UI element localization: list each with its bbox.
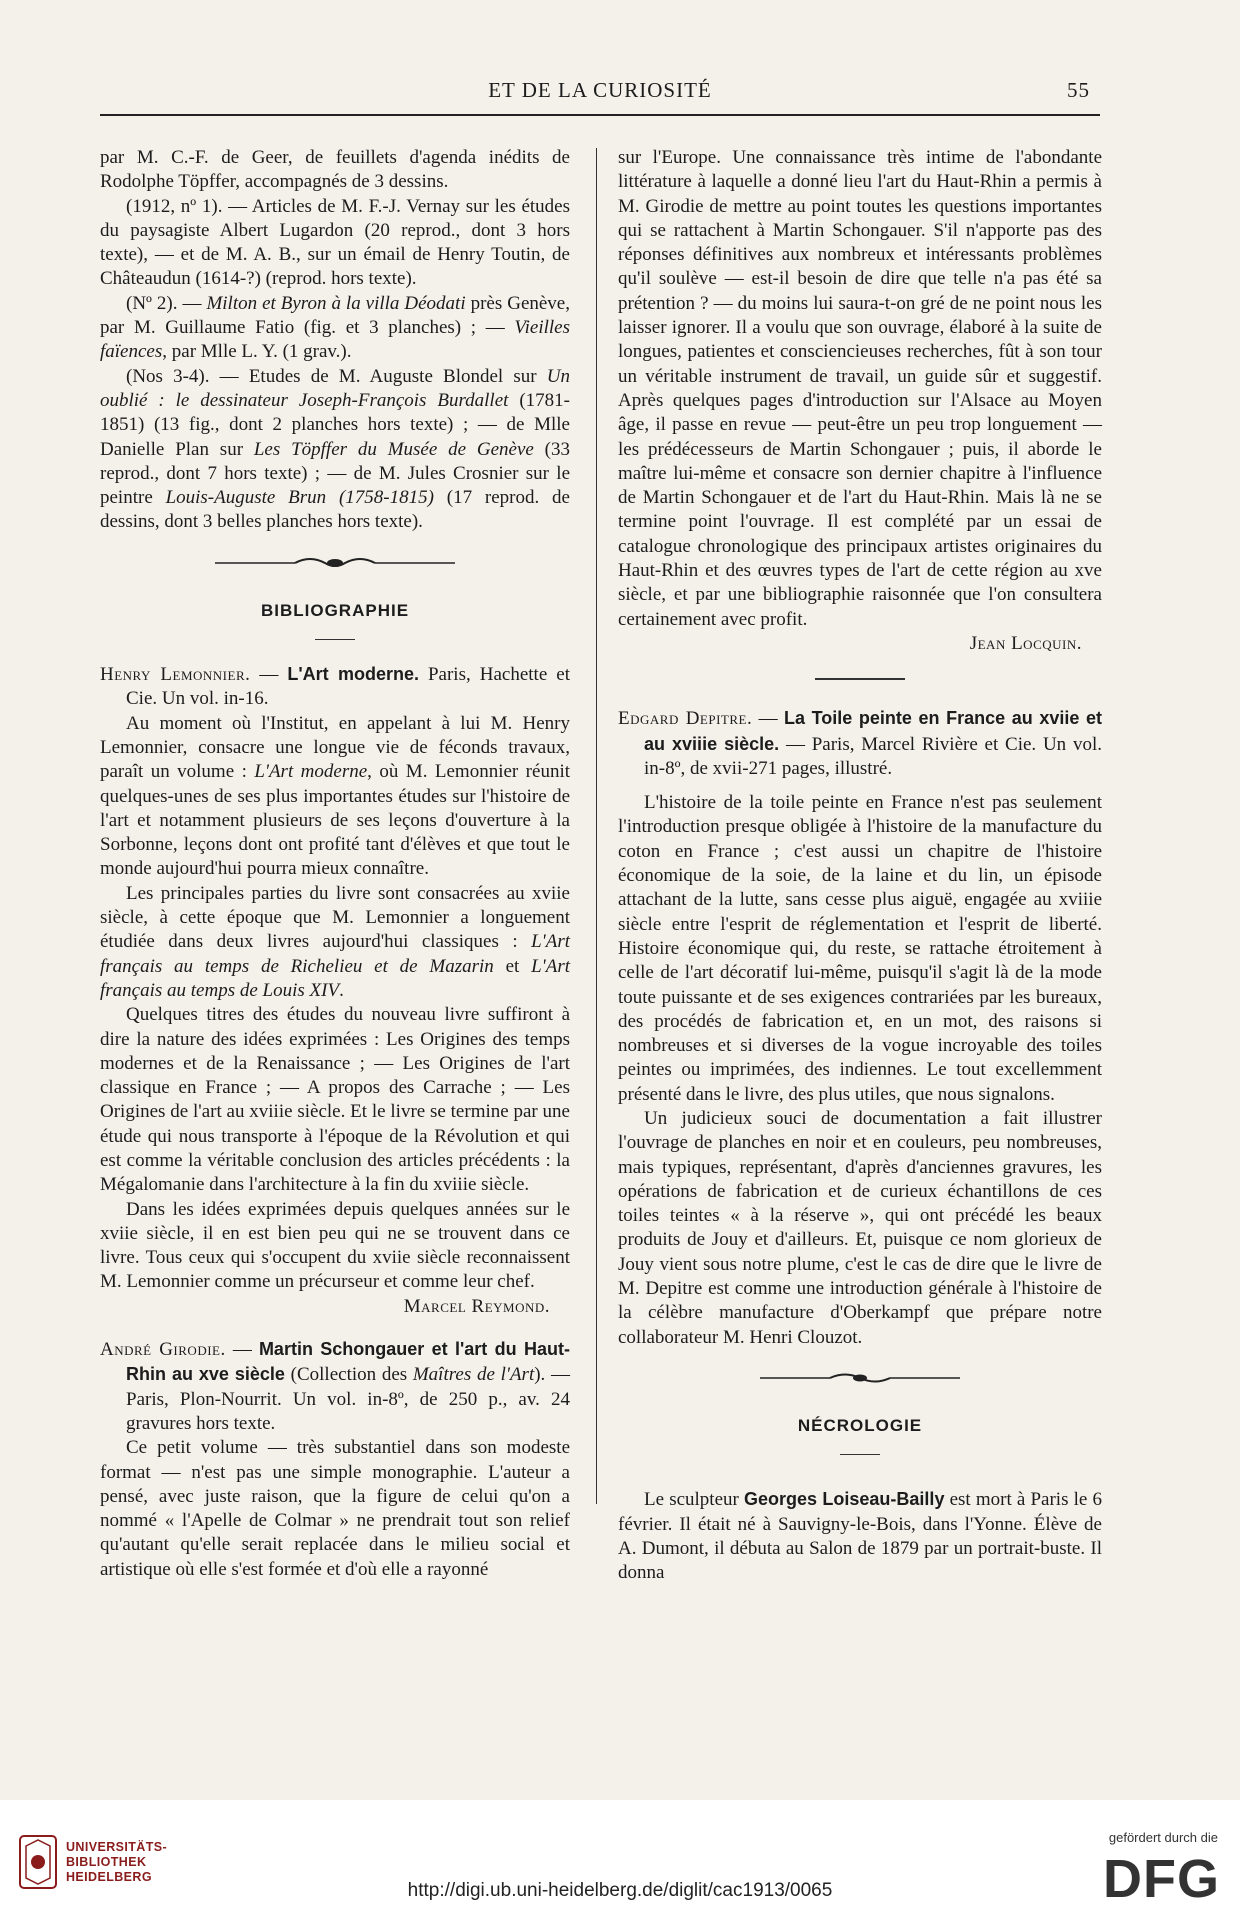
paragraph: L'histoire de la toile peinte en France n'est pas seulement l'introduction presque obligée à l'histoire de la manufacture du coton en France ; c'est aussi un chapitre de l'histoire économique de la soie, de la laine et du lin, un épisode attachant de la lutte, sans cesse plus aiguë, engagée au xviiie siècle entre l'esprit de réglementation et l'esprit de liberté. Histoire économique qui, du reste, se rattache étroitement à celle de l'art décoratif lui-même, puisqu'il s'agit là de la mode toute puissante et de ses exigences contrariées par les bureaux, des procédés de fabrication et, en un mot, des raisons si nombreuses et si diverses de la vogue incroyable des toiles peintes ou imprimées, des indiennes. Le tout excellemment présenté dans le livre, des plus utiles, que nous signalons. — [618, 792, 1102, 1105]
section-heading-necrologie: NÉCROLOGIE — [797, 1415, 923, 1435]
header-rule — [100, 114, 1100, 116]
paragraph: (Nº 2). — Milton et Byron à la villa Déodati près Genève, par M. Guillaume Fatio (fig. et 3 planches) ; — Vieilles faïences, par Mlle L. Y. (1 grav.). — [100, 292, 570, 363]
paragraph: Au moment où l'Institut, en appelant à lui M. Henry Lemonnier, consacre une longue vie de féconds travaux, paraît un volume : L'Art moderne, où M. Lemonnier réunit quelques-unes de ses plus importantes études sur l'histoire de l'art et notamment plusieurs de ses leçons d'ouverture à la Sorbonne, leçons dont ont profité tant d'élèves et que tout le monde aujourd'hui pourra mieux connaître. — [100, 712, 571, 880]
ornament-divider — [100, 553, 570, 593]
section-rule — [815, 678, 905, 680]
bibliography-entry: Edgard Depitre. — La Toile peinte en France au xviie et au xviiie siècle. — Paris, Marcel Rivière et Cie. Un vol. in-8º, de xvii-271 pages, illustré. — [618, 708, 1103, 779]
short-rule — [840, 1454, 880, 1455]
bibliography-entry: Henry Lemonnier. — L'Art moderne. Paris, Hachette et Cie. Un vol. in-16. — [100, 664, 570, 710]
signature: Marcel Reymond. — [403, 1295, 550, 1317]
paragraph: Quelques titres des études du nouveau livre suffiront à dire la nature des idées exprimées : Les Origines des temps modernes et de la Renaissance ; — Les Origines de l'art classique en France ; — A propos des Carrache ; — Les Origines de l'art au xviiie siècle. Et le livre se termine par une étude qui nous transporte à l'époque de la Révolution et qui est comme la véritable conclusion des articles précédents : la Mégalomanie dans l'architecture à la fin du xviiie siècle. — [100, 1004, 570, 1196]
ornament-icon — [760, 1368, 960, 1388]
bibliography-entry: André Girodie. — Martin Schongauer et l'art du Haut-Rhin au xve siècle (Collection des Maîtres de l'Art). — Paris, Plon-Nourrit. Un vol. in-8º, de 250 p., av. 24 gravures hors texte. — [100, 1339, 570, 1434]
signature: Jean Locquin. — [969, 632, 1082, 654]
running-header — [100, 70, 1100, 110]
library-name: UNIVERSITÄTS- BIBLIOTHEK HEIDELBERG — [66, 1840, 168, 1884]
paragraph: Le sculpteur Georges Loiseau-Bailly est mort à Paris le 6 février. Il était né à Sauvigny-le-Bois, dans l'Yonne. Élève de A. Dumont, il débuta au Salon de 1879 par un portrait-buste. Il donna — [618, 1489, 1102, 1584]
ornament-icon — [215, 553, 455, 573]
left-column — [100, 146, 570, 1582]
paragraph: (1912, nº 1). — Articles de M. F.-J. Vernay sur les études du paysagiste Albert Lugardon (20 reprod., dont 3 hors texte), — et de M. A. B., sur un émail de Henry Toutin, de Châteaudun (1614-?) (reprod. hors texte). — [100, 195, 570, 290]
funding-note: gefördert durch die — [1108, 1830, 1218, 1845]
paragraph: Ce petit volume — très substantiel dans son modeste format — n'est pas une simple monographie. L'auteur a pensé, avec juste raison, que la figure de celui qu'on a nommé « l'Apelle de Colmar » ne prendrait tout son relief qu'autant qu'elle serait replacée dans le milieu social et artistique où elle s'est formée et d'où elle a rayonné — [100, 1437, 570, 1580]
dfg-logo: DFG — [1103, 1849, 1220, 1909]
section-heading-bibliographie: BIBLIOGRAPHIE — [260, 600, 410, 620]
right-column — [618, 146, 1102, 1585]
short-rule — [315, 639, 355, 640]
paragraph: par M. C.-F. de Geer, de feuillets d'agenda inédits de Rodolphe Töpffer, accompagnés de 3 dessins. — [100, 147, 570, 193]
digitization-footer — [0, 1810, 1240, 1916]
running-title: ET DE LA CURIOSITÉ — [488, 78, 712, 102]
column-divider — [596, 148, 597, 1504]
permalink[interactable]: http://digi.ub.uni-heidelberg.de/diglit/cac1913/0065 — [407, 1880, 833, 1901]
paragraph: Dans les idées exprimées depuis quelques années sur le xviie siècle, il en est bien peu qui ne se trouvent dans ce livre. Tous ceux qui s'occupent du xviie siècle reconnaissent M. Lemonnier comme un précurseur et comme leur chef. — [100, 1198, 570, 1293]
paragraph: (Nos 3-4). — Etudes de M. Auguste Blondel sur Un oublié : le dessinateur Joseph-François Burdallet (1781-1851) (13 fig., dont 2 planches hors texte) ; — de Mlle Danielle Plan sur Les Töpffer du Musée de Genève (33 reprod., dont 7 hors texte) ; — de M. Jules Crosnier sur le peintre Louis-Auguste Brun (1758-1815) (17 reprod. de dessins, dont 3 belles planches hors texte). — [100, 365, 571, 533]
paragraph: Un judicieux souci de documentation a fait illustrer l'ouvrage de planches en noir et en couleurs, peu nombreuses, mais typiques, représentant, d'après d'anciennes gravures, les opérations de fabrication et de curieux échantillons de ces toiles teintes « à la réserve », qui ont précédé les beaux produits de Jouy et d'ailleurs. Et, puisque ce nom glorieux de Jouy vient sous notre plume, c'est le cas de dire que le livre de M. Depitre est comme une introduction générale à l'histoire de la célèbre manufacture d'Oberkampf que prépare notre collaborateur M. Henri Clouzot. — [618, 1107, 1102, 1348]
ornament-divider — [618, 1368, 1102, 1408]
page-number: 55 — [1067, 78, 1090, 102]
paragraph: Les principales parties du livre sont consacrées au xviie siècle, à cette époque que M. Lemonnier a longuement étudiée dans deux livres aujourd'hui classiques : L'Art français au temps de Richelieu et de Mazarin et L'Art français au temps de Louis XIV. — [100, 882, 570, 1001]
paragraph: sur l'Europe. Une connaissance très intime de l'abondante littérature à laquelle a donné lieu l'art du Haut-Rhin a permis à M. Girodie de mettre au point toutes les questions importantes qui se rattachent à Martin Schongauer. S'il n'apporte pas des réponses définitives aux nombreux et intéressants problèmes qu'il soulève — est-il besoin de dire que telle n'a pas été sa prétention ? — du moins lui saura-t-on gré de ne point nous les laisser ignorer. Il a voulu que son ouvrage, élaboré à la suite de longues, patientes et consciencieuses recherches, fût à son tour un véritable instrument de travail, un guide sûr et suggestif. Après quelques pages d'introduction sur l'Alsace au Moyen âge, il passe en revue — peut-être un peu trop longuement — les prédécesseurs de Martin Schongauer ; puis, il aborde le maître lui-même et consacre son dernier chapitre à l'influence de Martin Schongauer et de l'art du Haut-Rhin. Mais là ne se termine point l'ouvrage. Il est complété par un essai de catalogue chronologique des principaux artistes originaires du Haut-Rhin et des œuvres types de l'art de cette région au xve siècle, et par une bibliographie raisonnée que l'on consultera certainement avec profit. — [618, 147, 1102, 630]
